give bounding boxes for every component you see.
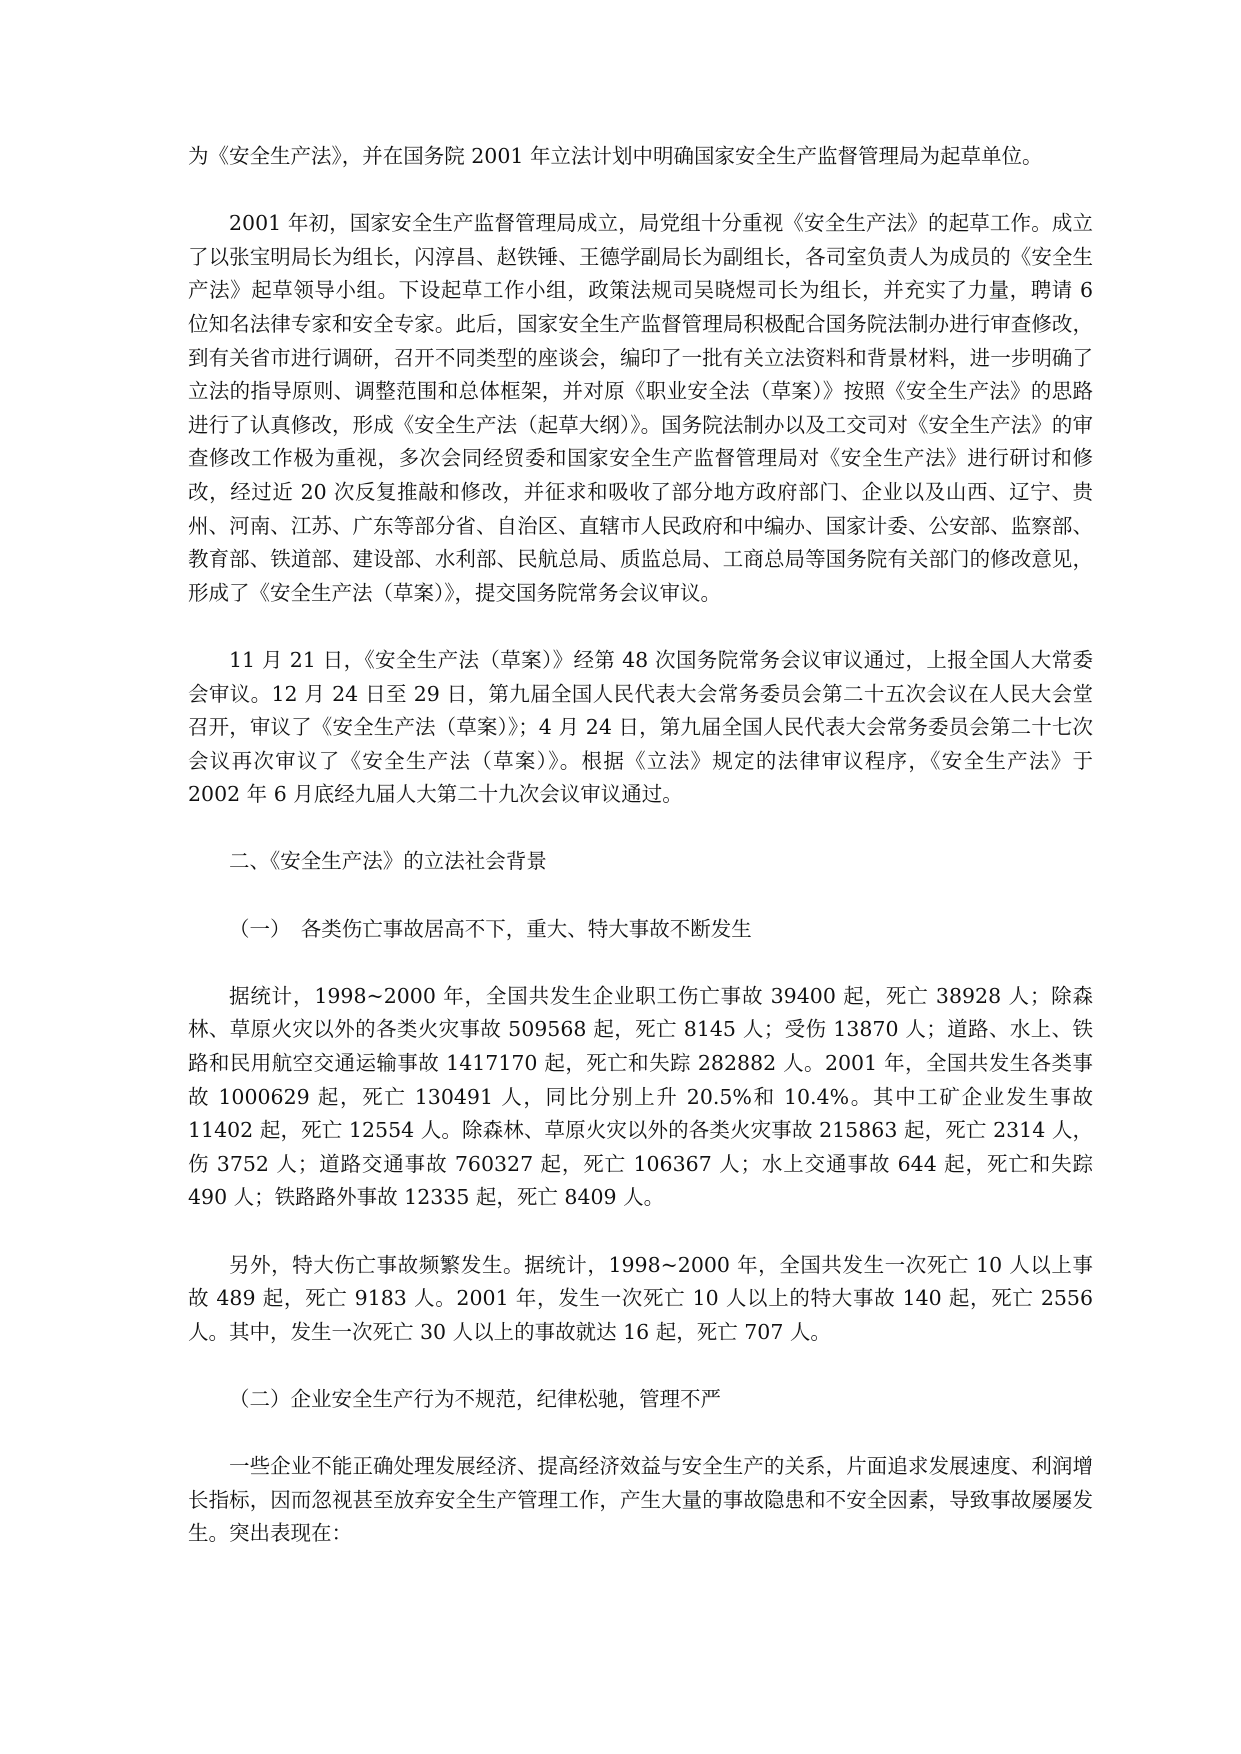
paragraph-accident-statistics: 据统计，1998~2000 年，全国共发生企业职工伤亡事故 39400 起，死亡 38928 人；除森林、草原火灾以外的各类火灾事故 509568 起，死亡 8145 人；受伤 13870 人；道路、水上、铁路和民用航空交通运输事故 1417170 起，死亡和失踪 282882 人。2001 年，全国共发生各类事故 1000629 起，死亡 130491 人，同比分别上升 20.5%和 10.4%。其中工矿企业发生事故 11402 起，死亡 12554 人。除森林、草原火灾以外的各类火灾事故 215863 起，死亡 2314 人，伤 3752 人；道路交通事故 760327 起，死亡 106367 人；水上交通事故 644 起，死亡和失踪 490 人；铁路路外事故 12335 起，死亡 8409 人。 <box>188 983 1093 1210</box>
paragraph-review-approval: 11 月 21 日，《安全生产法（草案）》经第 48 次国务院常务会议审议通过，上报全国人大常委会审议。12 月 24 日至 29 日，第九届全国人民代表大会常务委员会第二十五次会议在人民大会堂召开，审议了《安全生产法（草案）》；4 月 24 日，第九届全国人民代表大会常务委员会第二十七次会议再次审议了《安全生产法（草案）》。根据《立法》规定的法律审议程序，《安全生产法》于 2002 年 6 月底经九届人大第二十九次会议审议通过。 <box>188 647 1093 807</box>
paragraph-continuation: 为《安全生产法》，并在国务院 2001 年立法计划中明确国家安全生产监督管理局为起草单位。 <box>188 144 1043 168</box>
paragraph-drafting-history: 2001 年初，国家安全生产监督管理局成立，局党组十分重视《安全生产法》的起草工作。成立了以张宝明局长为组长，闪淳昌、赵铁锤、王德学副局长为副组长，各司室负责人为成员的《安全生产法》起草领导小组。下设起草工作小组，政策法规司吴晓煜司长为组长，并充实了力量，聘请 6 位知名法律专家和安全专家。此后，国家安全生产监督管理局积极配合国务院法制办进行审查修改，到有关省市进行调研，召开不同类型的座谈会，编印了一批有关立法资料和背景材料，进一步明确了立法的指导原则、调整范围和总体框架，并对原《职业安全法（草案）》按照《安全生产法》的思路进行了认真修改，形成《安全生产法（起草大纲）》。国务院法制办以及工交司对《安全生产法》的审查修改工作极为重视，多次会同经贸委和国家安全生产监督管理局对《安全生产法》进行研讨和修改，经过近 20 次反复推敲和修改，并征求和吸收了部分地方政府部门、企业以及山西、辽宁、贵州、河南、江苏、广东等部分省、自治区、直辖市人民政府和中编办、国家计委、公安部、监察部、教育部、铁道部、建设部、水利部、民航总局、质监总局、工商总局等国务院有关部门的修改意见，形成了《安全生产法（草案）》，提交国务院常务会议审议。 <box>188 211 1093 605</box>
paragraph-enterprise-issues: 一些企业不能正确处理发展经济、提高经济效益与安全生产的关系，片面追求发展速度、利润增长指标，因而忽视甚至放弃安全生产管理工作，产生大量的事故隐患和不安全因素，导致事故屡屡发生。突出表现在： <box>188 1454 1093 1546</box>
subsection-heading-enterprise-conduct: （二）企业安全生产行为不规范，纪律松驰，管理不严 <box>229 1386 721 1411</box>
paragraph-major-accidents: 另外，特大伤亡事故频繁发生。据统计，1998~2000 年，全国共发生一次死亡 10 人以上事故 489 起，死亡 9183 人。2001 年，发生一次死亡 10 人以上的特大事故 140 起，死亡 2556 人。其中，发生一次死亡 30 人以上的事故就达 16 起，死亡 707 人。 <box>188 1252 1093 1344</box>
section-heading-background: 二、《安全生产法》的立法社会背景 <box>229 849 547 874</box>
subsection-heading-accidents: （一） 各类伤亡事故居高不下，重大、特大事故不断发生 <box>229 916 752 941</box>
document-body <box>188 140 1093 1585</box>
